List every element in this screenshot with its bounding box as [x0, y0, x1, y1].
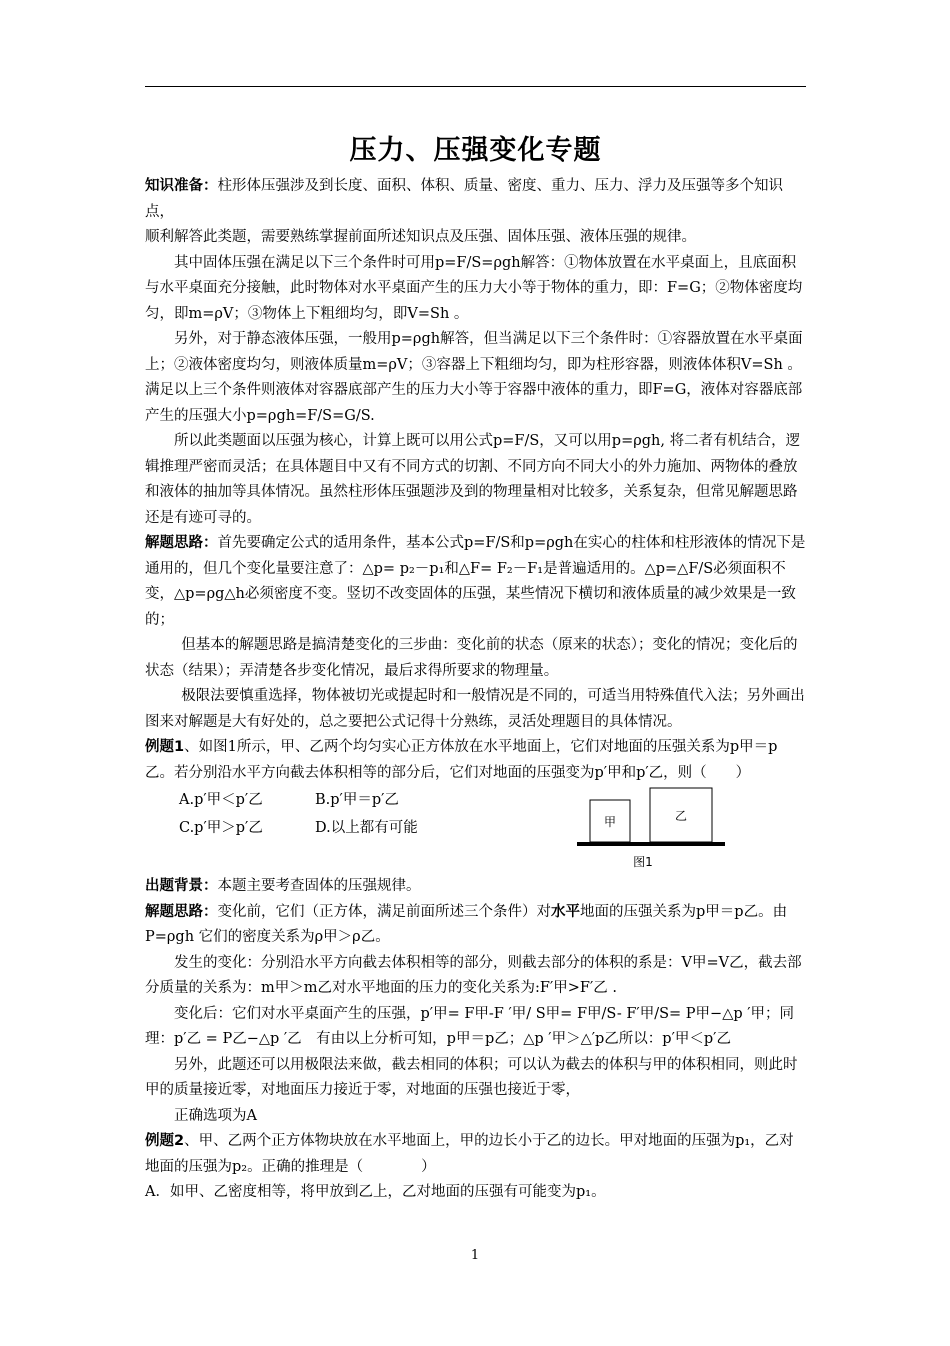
example-1-question: [145, 735, 806, 786]
option-d: D.以上都有可能: [315, 820, 418, 836]
text-solution-bold: 水平: [551, 903, 580, 920]
paragraph-2: 顺利解答此类题，需要熟练掌握前面所述知识点及压强、固体压强、液体压强的规律。: [145, 229, 696, 245]
label-yi: 乙: [674, 809, 688, 823]
paragraph-answer: 正确选项为A: [174, 1107, 257, 1124]
paragraph-limit-solution: 另外，此题还可以用极限法来做，截去相同的体积；可以认为截去的体积与甲的体积相同，则此时甲的质量接近零，对地面压力接近于零，对地面的压强也接近于零，: [145, 1056, 798, 1098]
header-rule: [145, 86, 806, 87]
label-background: 出题背景：: [145, 878, 218, 894]
text-knowledge: 柱形体压强涉及到长度、面积、体积、质量、密度、重力、压力、浮力及压强等多个知识点，: [145, 178, 783, 220]
paragraph-approach: [145, 531, 806, 633]
label-approach: 解题思路：: [145, 535, 218, 551]
figure-caption: 图1: [633, 855, 653, 869]
label-knowledge: 知识准备：: [145, 178, 218, 194]
option-c: C.p′甲＞p′乙: [179, 820, 263, 836]
paragraph-solution: [145, 900, 806, 951]
page-title: 压力、压强变化专题: [349, 135, 602, 166]
label-solution: 解题思路：: [145, 903, 218, 920]
paragraph-summary: 所以此类题面以压强为核心，计算上既可以用公式p=F/S，又可以用p=ρgh, 将二者有机结合，逻辑推理严密而灵活；在具体题目中又有不同方式的切割、不同方向不同大小的外力施加、两物体的叠放和液体的抽加等具体情况。虽然柱形体压强题涉及到的物理量相对比较多，关系复杂，但常见解题思路还是有迹可寻的。: [145, 433, 801, 526]
document-body: [145, 174, 806, 1206]
paragraph-liquid-pressure: 另外，对于静态液体压强，一般用p=ρgh解答，但当满足以下三个条件时：①容器放置在水平桌面上；②液体密度均匀，则液体质量m=ρV；③容器上下粗细均匀，即为柱形容器，则液体体积V=Sh 。满足以上三个条件则液体对容器底部产生的压力大小等于容器中液体的重力，即F=G，液体对容器底部产生的压强大小p=ρgh=F/S=G/S.: [145, 331, 803, 424]
example-1-options-and-figure: [145, 786, 806, 874]
example-2-option-a: A．如甲、乙密度相等，将甲放到乙上，乙对地面的压强有可能变为p₁。: [145, 1184, 606, 1200]
text-approach: 首先要确定公式的适用条件，基本公式p=F/S和p=ρgh在实心的柱体和柱形液体的情况下是通用的，但几个变化量要注意了：△p= p₂－p₁和△F= F₂－F₁是普遍适用的。△p=△F/S必须面积不变，△p=ρg△h必须密度不变。竖切不改变固体的压强，某些情况下横切和液体质量的减少效果是一致的；: [145, 535, 806, 628]
label-jia: 甲: [603, 815, 617, 829]
paragraph-knowledge: [145, 174, 806, 225]
paragraph-after-change: 变化后：它们对水平桌面产生的压强，p′甲= F甲-F ′甲/ S甲= F甲/S- F′甲/S= P甲−△p ′甲；同理：p′乙 = P乙−△p ′乙 有由以上分析可知，p甲＝p乙；△p ′甲＞△′p乙所以：p′甲＜p′乙: [145, 1005, 795, 1047]
paragraph-solid-pressure: 其中固体压强在满足以下三个条件时可用p=F/S=ρgh解答：①物体放置在水平桌面上，且底面积与水平桌面充分接触，此时物体对水平桌面产生的压力大小等于物体的重力，即：F=G；②物体密度均匀，即m=ρV；③物体上下粗细均匀，即V=Sh 。: [145, 254, 803, 322]
paragraph-change: 发生的变化：分别沿水平方向截去体积相等的部分，则截去部分的体积的系是：V甲=V乙，截去部分质量的关系为：m甲＞m乙对水平地面的压力的变化关系为:F′甲>F′乙 .: [145, 954, 802, 996]
page-number: 1: [470, 1248, 480, 1263]
figure-1-diagram: [577, 782, 727, 878]
example-2-question: [145, 1129, 806, 1180]
text-solution-1: 变化前，它们（正方体，满足前面所述三个条件）对: [217, 903, 551, 920]
text-background: 本题主要考查固体的压强规律。: [217, 878, 421, 894]
ground-line: [577, 842, 725, 846]
text-solution-2: 地面的压强关系为p甲＝p乙。由P=ρgh 它们的密度关系为ρ甲＞ρ乙。: [145, 903, 788, 945]
label-example-1: 例题1: [145, 739, 185, 755]
option-a: A.p′甲＜p′乙: [179, 792, 263, 808]
text-example-2: 、甲、乙两个正方体物块放在水平地面上，甲的边长小于乙的边长。甲对地面的压强为p₁，乙对地面的压强为p₂。正确的推理是（ ）: [145, 1133, 794, 1175]
paragraph-limit-method: 极限法要慎重选择，物体被切光或提起时和一般情况是不同的，可适当用特殊值代入法；另外画出图来对解题是大有好处的，总之要把公式记得十分熟练，灵活处理题目的具体情况。: [145, 688, 805, 730]
text-example-1: 、如图1所示，甲、乙两个均匀实心正方体放在水平地面上，它们对地面的压强关系为p甲＝p乙。若分别沿水平方向截去体积相等的部分后，它们对地面的压强变为p′甲和p′乙，则（ ）: [145, 739, 778, 781]
label-example-2: 例题2: [145, 1133, 185, 1149]
option-b: B.p′甲＝p′乙: [315, 792, 399, 808]
paragraph-three-steps: 但基本的解题思路是搞清楚变化的三步曲：变化前的状态（原来的状态）；变化的情况；变化后的状态（结果）；弄清楚各步变化情况，最后求得所要求的物理量。: [145, 637, 798, 679]
